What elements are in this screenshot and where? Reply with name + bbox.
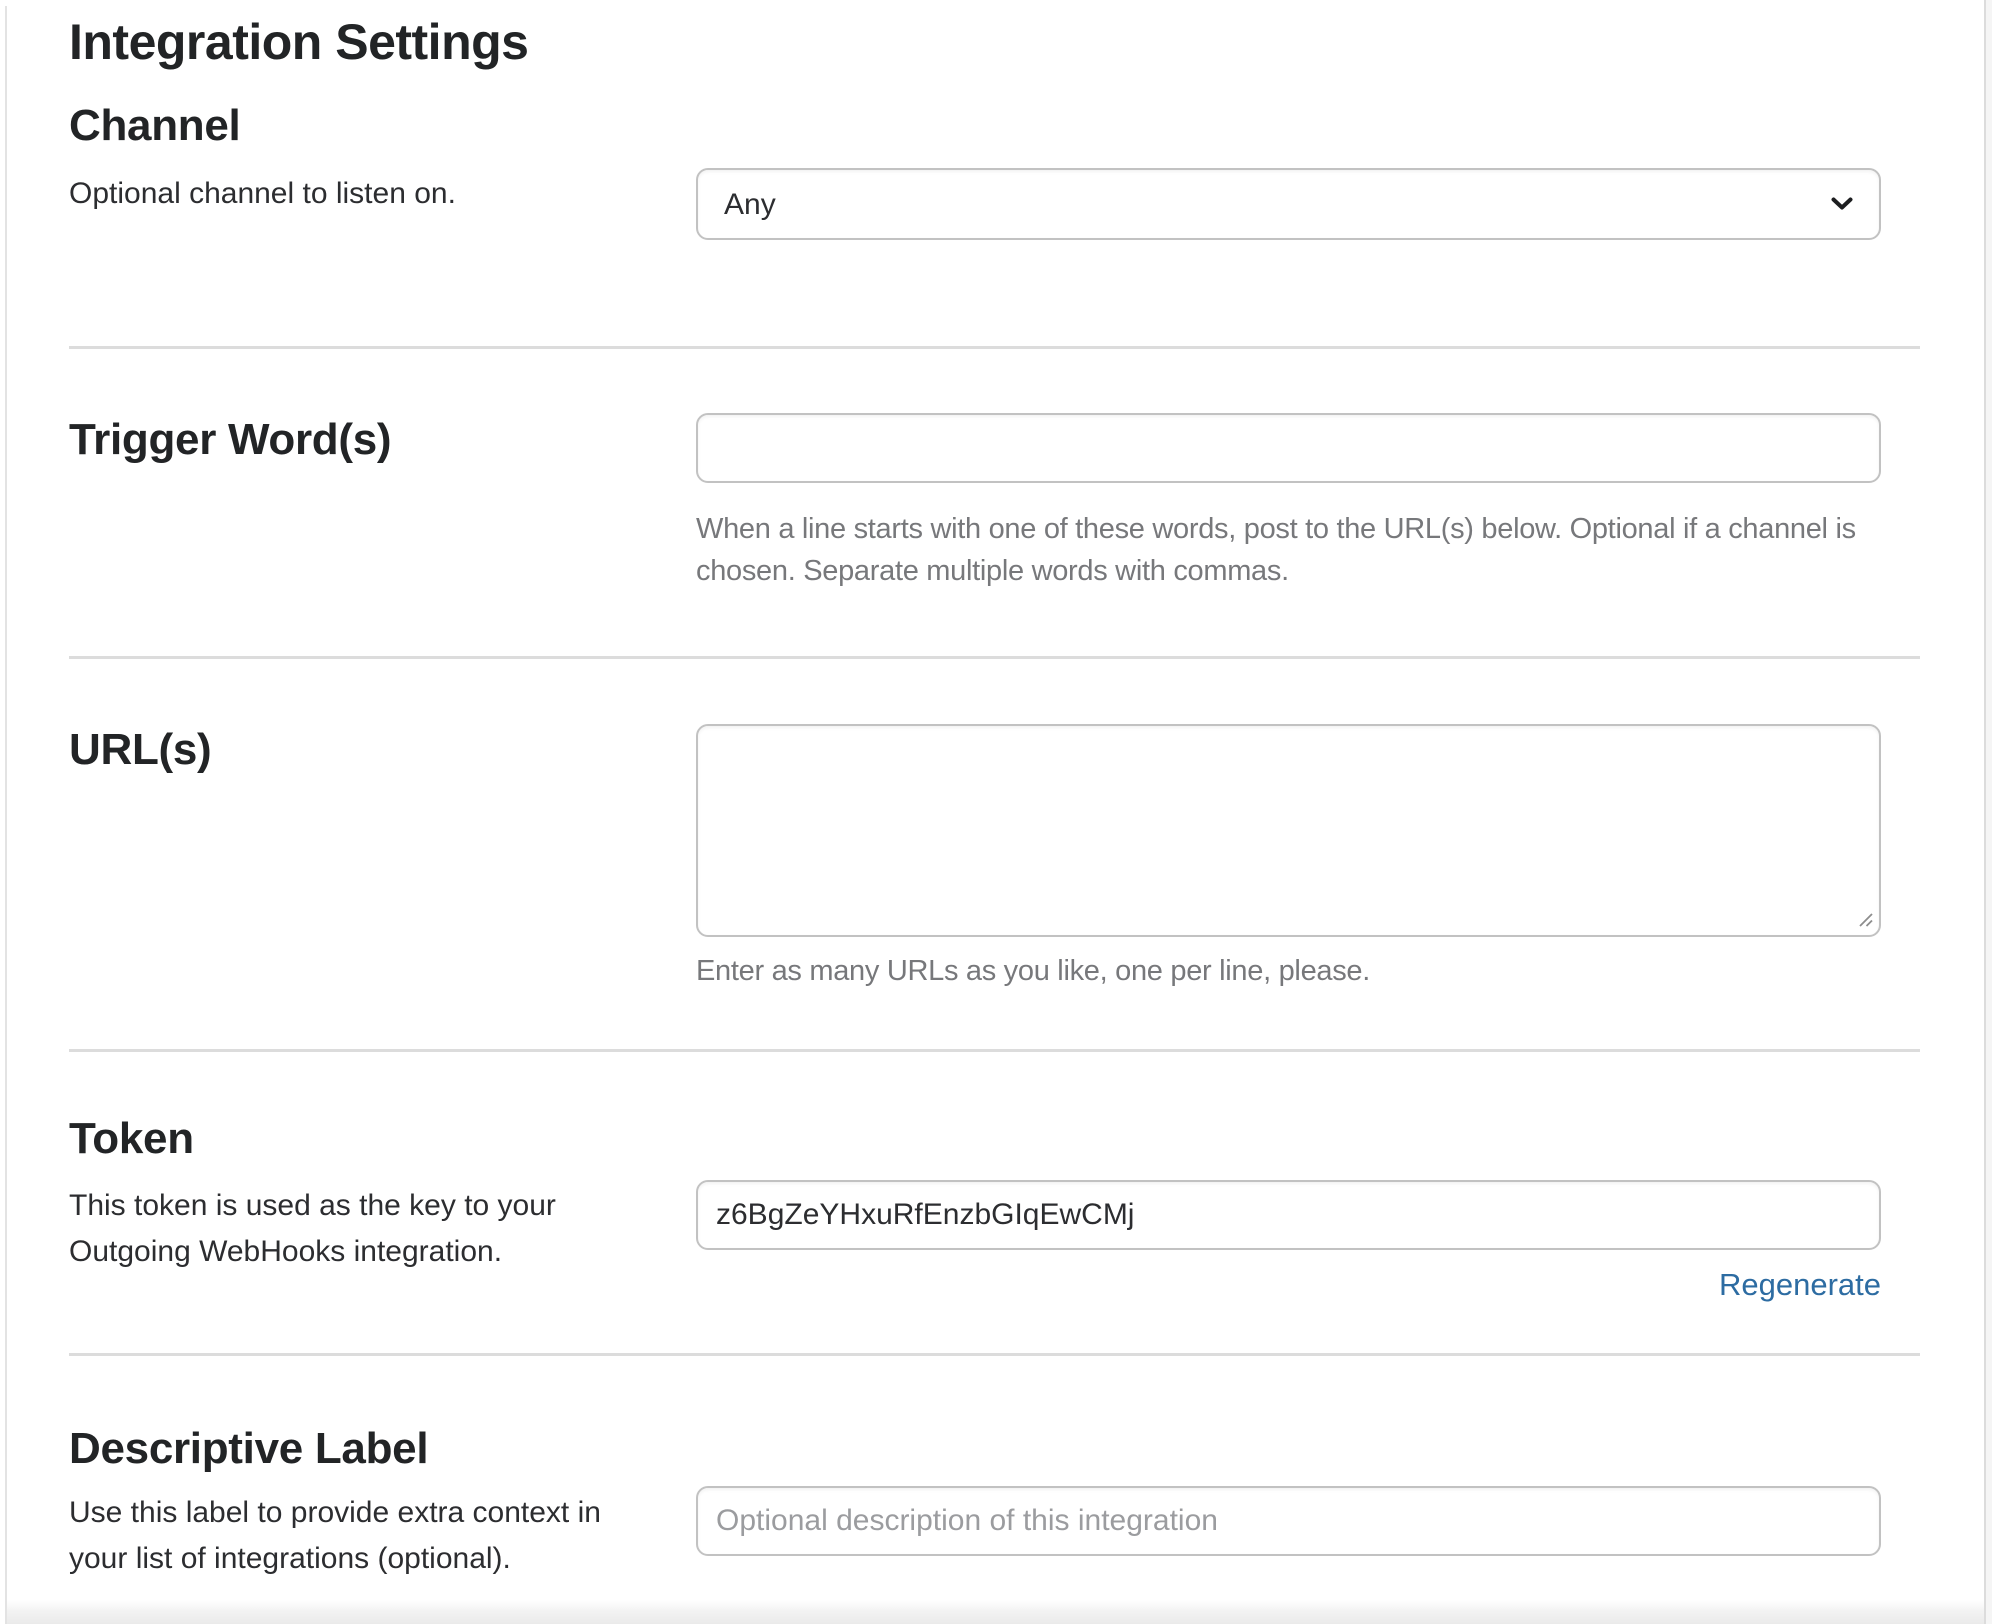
regenerate-link[interactable]: Regenerate: [1718, 1267, 1881, 1302]
trigger-words-help: When a line starts with one of these words, post to the URL(s) below. Optional if a channel is chosen. Separate multiple words with commas.: [696, 513, 1856, 587]
token-field-column: [696, 1180, 1881, 1304]
urls-textarea-wrap: [696, 724, 1881, 937]
trigger-words-input[interactable]: [696, 413, 1881, 483]
urls-textarea[interactable]: [696, 724, 1881, 937]
trigger-words-heading: Trigger Word(s): [69, 415, 392, 464]
section-channel: [0, 72, 1992, 346]
urls-heading: URL(s): [69, 725, 212, 774]
descriptive-label-heading: Descriptive Label: [69, 1424, 429, 1473]
token-description: This token is used as the key to your Outgoing WebHooks integration.: [69, 1189, 556, 1268]
trigger-words-label-column: [69, 349, 614, 467]
urls-label-column: [69, 659, 614, 777]
section-urls: [0, 659, 1992, 1049]
channel-field-column: [696, 168, 1881, 240]
token-heading: Token: [69, 1114, 194, 1163]
token-label-column: [69, 1052, 614, 1275]
section-token: [0, 1052, 1992, 1353]
channel-description: Optional channel to listen on.: [69, 177, 456, 210]
descriptive-label-description: Use this label to provide extra context in your list of integrations (optional).: [69, 1496, 601, 1575]
channel-label-column: [69, 72, 614, 217]
descriptive-label-column: [69, 1356, 614, 1582]
section-trigger-words: [0, 349, 1992, 656]
panel-left-border: [5, 6, 7, 1624]
descriptive-label-field-column: [696, 1486, 1881, 1556]
urls-field-column: [696, 724, 1881, 992]
channel-select-wrap: [696, 168, 1881, 240]
trigger-words-field-column: [696, 413, 1881, 592]
channel-heading: Channel: [69, 101, 241, 150]
panel-right-border: [1984, 0, 1992, 1624]
page-title: Integration Settings: [69, 14, 529, 70]
descriptive-label-input[interactable]: [696, 1486, 1881, 1556]
token-input[interactable]: [696, 1180, 1881, 1250]
section-descriptive-label: [0, 1356, 1992, 1582]
channel-select[interactable]: [696, 168, 1881, 240]
page-bottom-edge: [7, 1600, 1984, 1624]
urls-help: Enter as many URLs as you like, one per line, please.: [696, 955, 1371, 987]
